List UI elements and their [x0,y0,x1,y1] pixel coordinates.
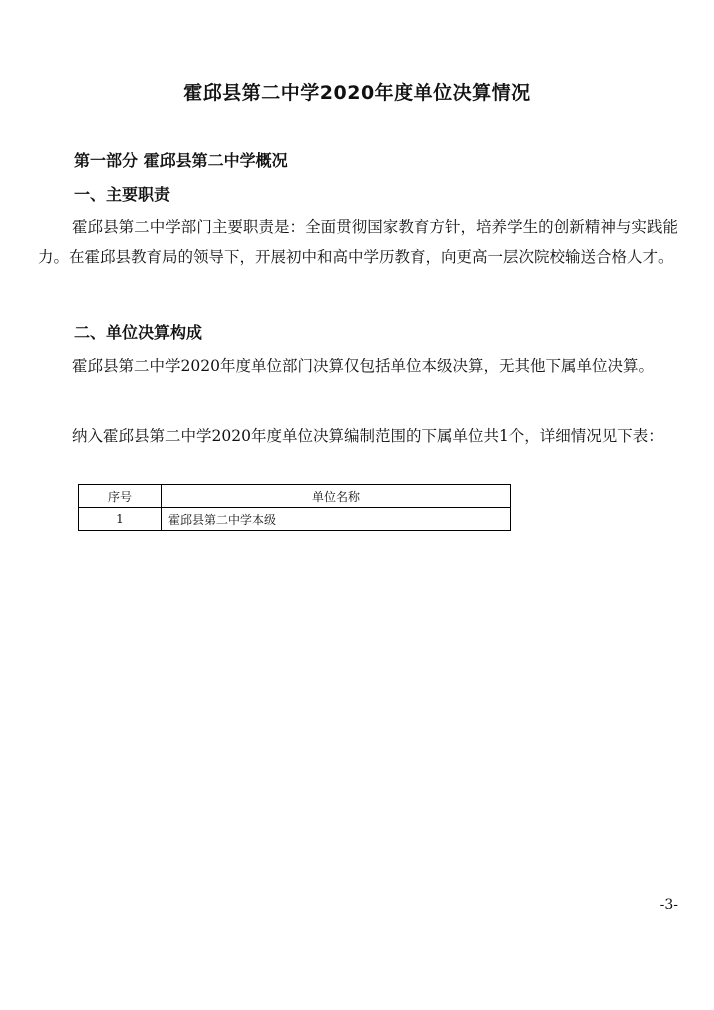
header-unit-name: 单位名称 [162,485,511,508]
unit-table [78,484,511,531]
page-number: -3- [659,897,678,913]
paragraph-budget-scope: 霍邱县第二中学2020年度单位部门决算仅包括单位本级决算，无其他下属单位决算。 [72,357,654,375]
table-row [79,508,511,531]
header-serial-number: 序号 [79,485,162,508]
section-heading-budget-composition: 二、单位决算构成 [74,323,203,342]
table-header-row [79,485,511,508]
cell-serial-number: 1 [79,508,162,531]
section-heading-main-duties: 一、主要职责 [74,185,171,204]
cell-unit-name: 霍邱县第二中学本级 [162,508,511,531]
document-title: 霍邱县第二中学2020年度单位决算情况 [183,82,531,104]
part-heading: 第一部分 霍邱县第二中学概况 [74,151,288,170]
paragraph-main-duties: 霍邱县第二中学部门主要职责是：全面贯彻国家教育方针，培养学生的创新精神与实践能力。在霍邱县教育局的领导下，开展初中和高中学历教育，向更高一层次院校输送合格人才。 [38,218,678,266]
paragraph-subordinate-units: 纳入霍邱县第二中学2020年度单位决算编制范围的下属单位共1个，详细情况见下表： [72,427,664,445]
